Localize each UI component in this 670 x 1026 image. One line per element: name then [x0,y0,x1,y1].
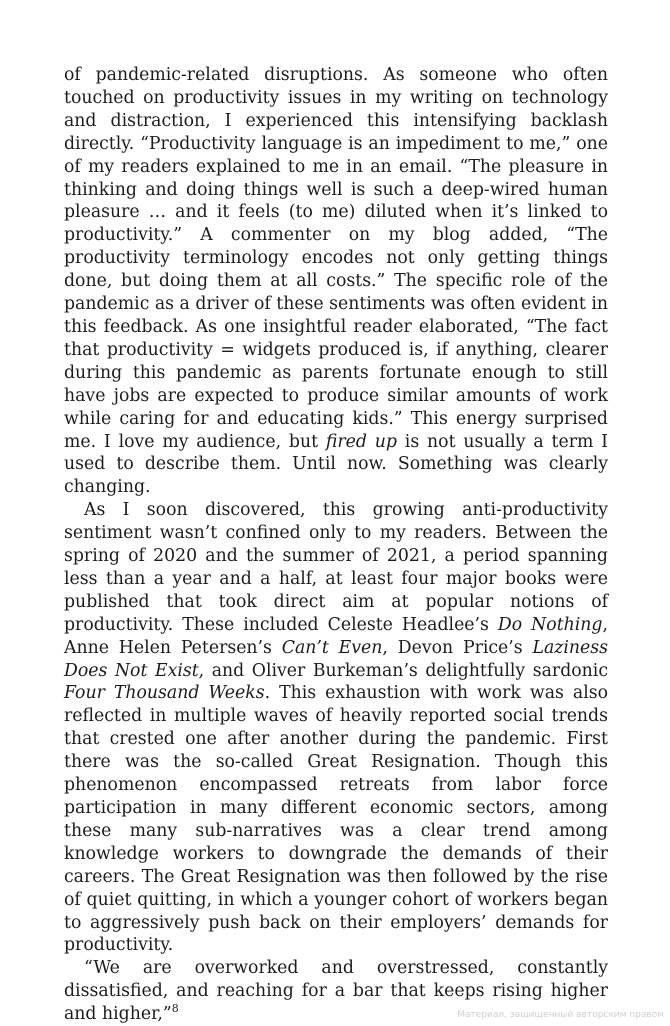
book-title-laziness-does-not-exist: Laziness Does Not Exist [64,637,608,681]
paragraph-3-text: “We are overworked and overstressed, constantly dissatisfied, and reaching for a bar that keeps rising higher and higher,” [64,958,608,1025]
paragraph-1 [64,64,608,499]
paragraph-2-text-d: , and Oliver Burkeman’s delightfully sardonic [198,660,608,681]
paragraph-1-italic-fired-up: fired up [325,431,397,452]
paragraph-2-text-b: , Anne Helen Petersen’s [64,614,608,658]
book-title-do-nothing: Do Nothing [497,614,603,635]
paragraph-2-text-c: , Devon Price’s [382,637,533,658]
paragraph-2-text-a: As I soon discovered, this growing anti-productivity sentiment wasn’t confined only to my readers. Between the spring of 2020 and the summer of 2021, a period spanning less than a year and a half, at least four major books were published that took direct aim at popular notions of productivity. These included Celeste Headlee’s [64,500,608,635]
book-page-body [64,64,608,1026]
paragraph-2 [64,499,608,957]
paragraph-1-text-b: is not usually a term I used to describe them. Until now. Something was clearly changing. [64,431,609,498]
book-title-four-thousand-weeks: Four Thousand Weeks [64,683,265,704]
book-title-cant-even: Can’t Even [281,637,383,658]
footnote-marker[interactable]: 8 [171,1002,179,1016]
copyright-watermark: Материал, защищенный авторским правом [457,1010,664,1020]
paragraph-2-text-e: . This exhaustion with work was also reflected in multiple waves of heavily reported social trends that crested one after another during the pandemic. First there was the so-called Great Resignation. Though this phenomenon encompassed retreats from labor force participation in many different economic sectors, among these many sub-narratives was a clear trend among knowledge workers to downgrade the demands of their careers. The Great Resignation was then followed by the rise of quiet quitting, in which a younger cohort of workers began to aggressively push back on their employers’ demands for productivity. [64,683,608,956]
paragraph-1-text-a: of pandemic-related disruptions. As someone who often touched on productivity issues in my writing on technology and distraction, I experienced this intensifying backlash directly. “Productivity language is an impediment to me,” one of my readers explained to me in an email. “The pleasure in thinking and doing things well is such a deep-wired human pleasure … and it feels (to me) diluted when it’s linked to productivity.” A commenter on my blog added, “The productivity terminology encodes not only getting things done, but doing them at all costs.” The specific role of the pandemic as a driver of these sentiments was often evident in this feedback. As one insightful reader elaborated, “The fact that productivity = widgets produced is, if anything, clearer during this pandemic as parents fortunate enough to still have jobs are expected to produce similar amounts of work while caring for and educating kids.” This energy surprised me. I love my audience, but [64,65,608,452]
